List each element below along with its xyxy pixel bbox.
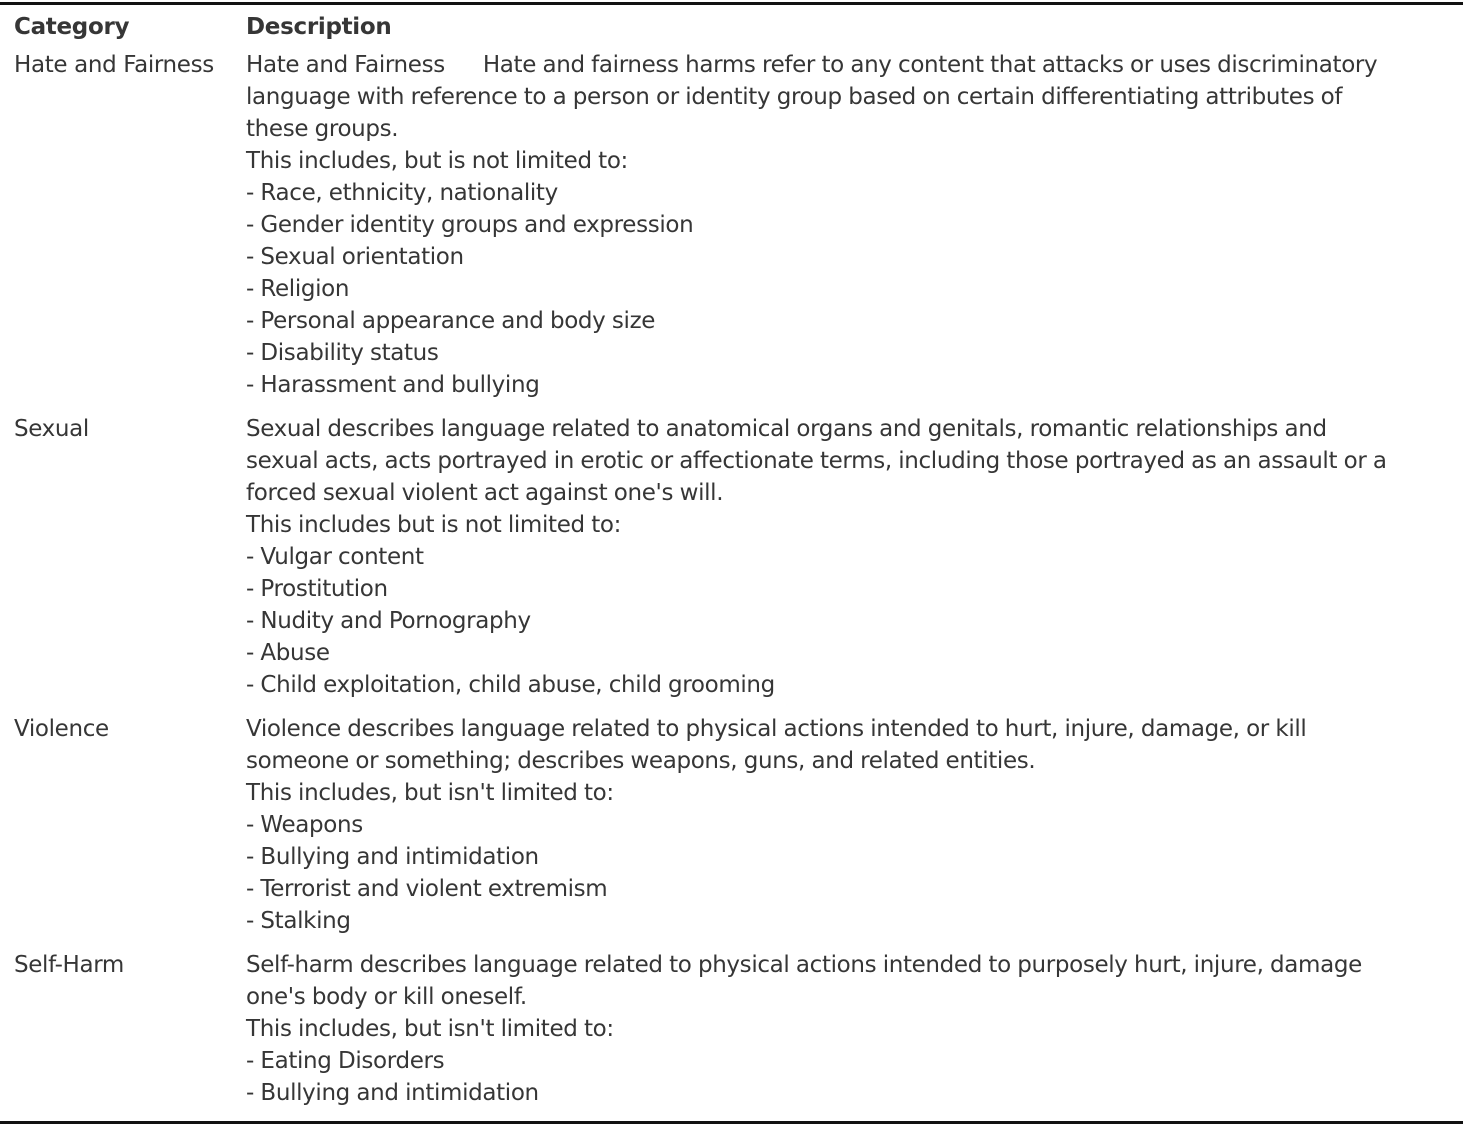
description-line: language with reference to a person or identity group based on certain differentiating attributes of (246, 84, 1343, 110)
description-line: forced sexual violent act against one's will. (246, 480, 724, 506)
description-text: Hate and fairness harms refer to any content that attacks or uses discriminatory (482, 52, 1378, 78)
description-line: - Bullying and intimidation (246, 1080, 539, 1106)
description-cell (246, 49, 1463, 401)
description-line: these groups. (246, 116, 399, 142)
description-line: This includes, but isn't limited to: (246, 1016, 614, 1042)
description-cell (246, 713, 1463, 937)
description-line: - Gender identity groups and expression (246, 212, 694, 238)
description-line: someone or something; describes weapons, guns, and related entities. (246, 748, 1036, 774)
description-line: - Religion (246, 276, 350, 302)
category-cell: Hate and Fairness (14, 52, 214, 78)
description-line: one's body or kill oneself. (246, 984, 527, 1010)
description-line: Self-harm describes language related to physical actions intended to purposely hurt, injure, damage (246, 952, 1362, 978)
description-line (246, 49, 1459, 81)
description-line: - Vulgar content (246, 544, 424, 570)
description-line: This includes, but isn't limited to: (246, 780, 614, 806)
description-line: - Stalking (246, 908, 351, 934)
description-line: - Race, ethnicity, nationality (246, 180, 558, 206)
description-line: - Prostitution (246, 576, 388, 602)
description-line: - Weapons (246, 812, 363, 838)
category-cell: Sexual (14, 416, 89, 442)
table-header (0, 5, 1463, 49)
table-row (0, 413, 1463, 713)
description-line: - Nudity and Pornography (246, 608, 531, 634)
description-line: Violence describes language related to physical actions intended to hurt, injure, damage, or kill (246, 716, 1307, 742)
description-line: - Eating Disorders (246, 1048, 445, 1074)
table-row (0, 949, 1463, 1121)
table-body (0, 49, 1463, 1121)
description-line: - Child exploitation, child abuse, child grooming (246, 672, 775, 698)
description-cell (246, 413, 1463, 701)
description-title: Hate and Fairness (246, 52, 445, 78)
category-cell: Violence (14, 716, 109, 742)
description-cell (246, 949, 1463, 1109)
description-line: This includes but is not limited to: (246, 512, 621, 538)
header-category: Category (14, 14, 130, 40)
description-line: - Personal appearance and body size (246, 308, 656, 334)
description-line: - Terrorist and violent extremism (246, 876, 608, 902)
description-line: - Bullying and intimidation (246, 844, 539, 870)
description-line: sexual acts, acts portrayed in erotic or affectionate terms, including those portrayed as an assault or a (246, 448, 1387, 474)
header-description: Description (246, 14, 392, 40)
table-row (0, 713, 1463, 949)
description-line: - Sexual orientation (246, 244, 464, 270)
description-line: Sexual describes language related to anatomical organs and genitals, romantic relationships and (246, 416, 1327, 442)
harm-categories-table (0, 2, 1463, 1124)
description-line: This includes, but is not limited to: (246, 148, 628, 174)
table-row (0, 49, 1463, 413)
description-line: - Disability status (246, 340, 439, 366)
description-line: - Abuse (246, 640, 330, 666)
category-cell: Self-Harm (14, 952, 124, 978)
description-line: - Harassment and bullying (246, 372, 540, 398)
